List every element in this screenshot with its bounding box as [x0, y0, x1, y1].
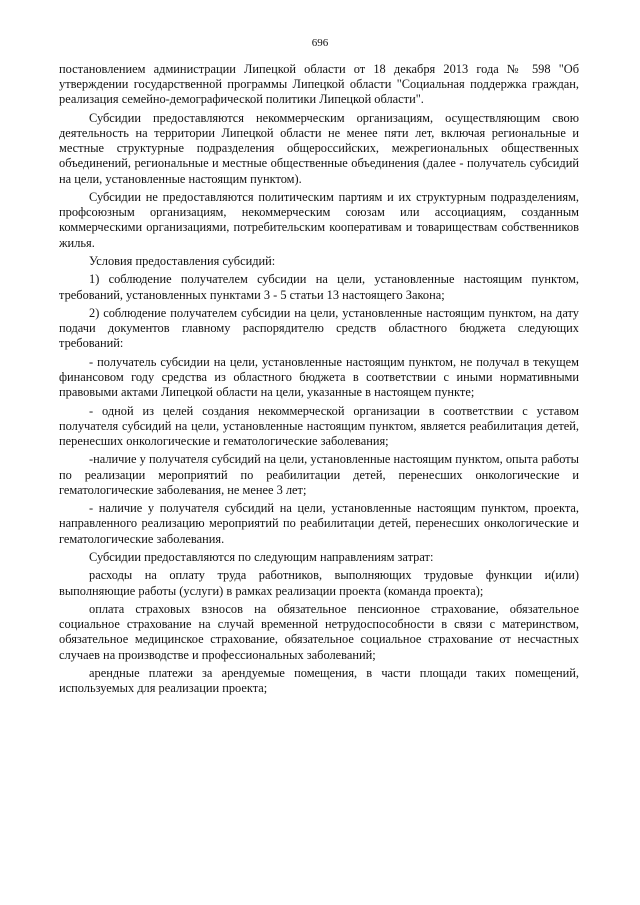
body-paragraph: Субсидии не предоставляются политическим партиям и их структурным подразделениям, профсоюзным организациям, некоммерческим союзам или ассоциациям, созданным коммерческими организациями, потребительским кооперативам и товариществам собственников жилья.: [59, 190, 579, 250]
body-paragraph: постановлением администрации Липецкой области от 18 декабря 2013 года № 598 "Об утверждении государственной программы Липецкой области "Социальная поддержка граждан, реализация семейно-демографической политики Липецкой области".: [59, 62, 579, 107]
body-paragraph: - наличие у получателя субсидий на цели, установленные настоящим пунктом, проекта, направленного реализацию мероприятий по реабилитации детей, перенесших онкологические и гематологические заболевания.: [59, 501, 579, 546]
body-paragraph: Условия предоставления субсидий:: [89, 254, 276, 268]
body-paragraph: -наличие у получателя субсидий на цели, установленные настоящим пунктом, опыта работы по реализации мероприятий по реабилитации детей, перенесших онкологические и гематологические заболевания, не менее 3 лет;: [59, 452, 579, 497]
body-paragraph: оплата страховых взносов на обязательное пенсионное страхование, обязательное социальное страхование на случай временной нетрудоспособности в связи с материнством, обязательное медицинское страхование, обязательное социальное страхование от несчастных случаев на производстве и профессиональных заболеваний;: [59, 601, 579, 662]
body-paragraph: - получатель субсидии на цели, установленные настоящим пунктом, не получал в текущем финансовом году средства из областного бюджета в соответствии с иными нормативными правовыми актами Липецкой области на цели, указанные в настоящем пункте;: [59, 354, 579, 400]
body-paragraph: арендные платежи за арендуемые помещения, в части площади таких помещений, используемых для реализации проекта;: [59, 665, 579, 696]
body-paragraph: Субсидии предоставляются по следующим направлениям затрат:: [89, 549, 434, 564]
body-paragraph: расходы на оплату труда работников, выполняющих трудовые функции и(или) выполняющие работы (услуги) в рамках реализации проекта (команда проекта);: [59, 568, 579, 598]
body-paragraph: - одной из целей создания некоммерческой организации в соответствии с уставом получателя субсидий на цели, установленные настоящим пунктом, является реабилитация детей, перенесших онкологические и гематологические заболевания;: [59, 403, 579, 448]
body-paragraph: 2) соблюдение получателем субсидии на цели, установленные настоящим пунктом, на дату подачи документов главному распорядителю средств областного бюджета следующих требований:: [59, 305, 579, 351]
document-body: [59, 62, 579, 700]
page-number: 696: [311, 37, 329, 49]
body-paragraph: 1) соблюдение получателем субсидии на цели, установленные настоящим пунктом, требований, установленных пунктами 3 - 5 статьи 13 настоящего Закона;: [59, 272, 579, 302]
body-paragraph: Субсидии предоставляются некоммерческим организациям, осуществляющим свою деятельность на территории Липецкой области не менее пяти лет, включая региональные и местные структурные подразделения общероссийских, межрегиональных общественных объединений, региональные и местные общественные объединения (далее - получатель субсидий на цели, установленные настоящим пунктом).: [59, 110, 579, 186]
